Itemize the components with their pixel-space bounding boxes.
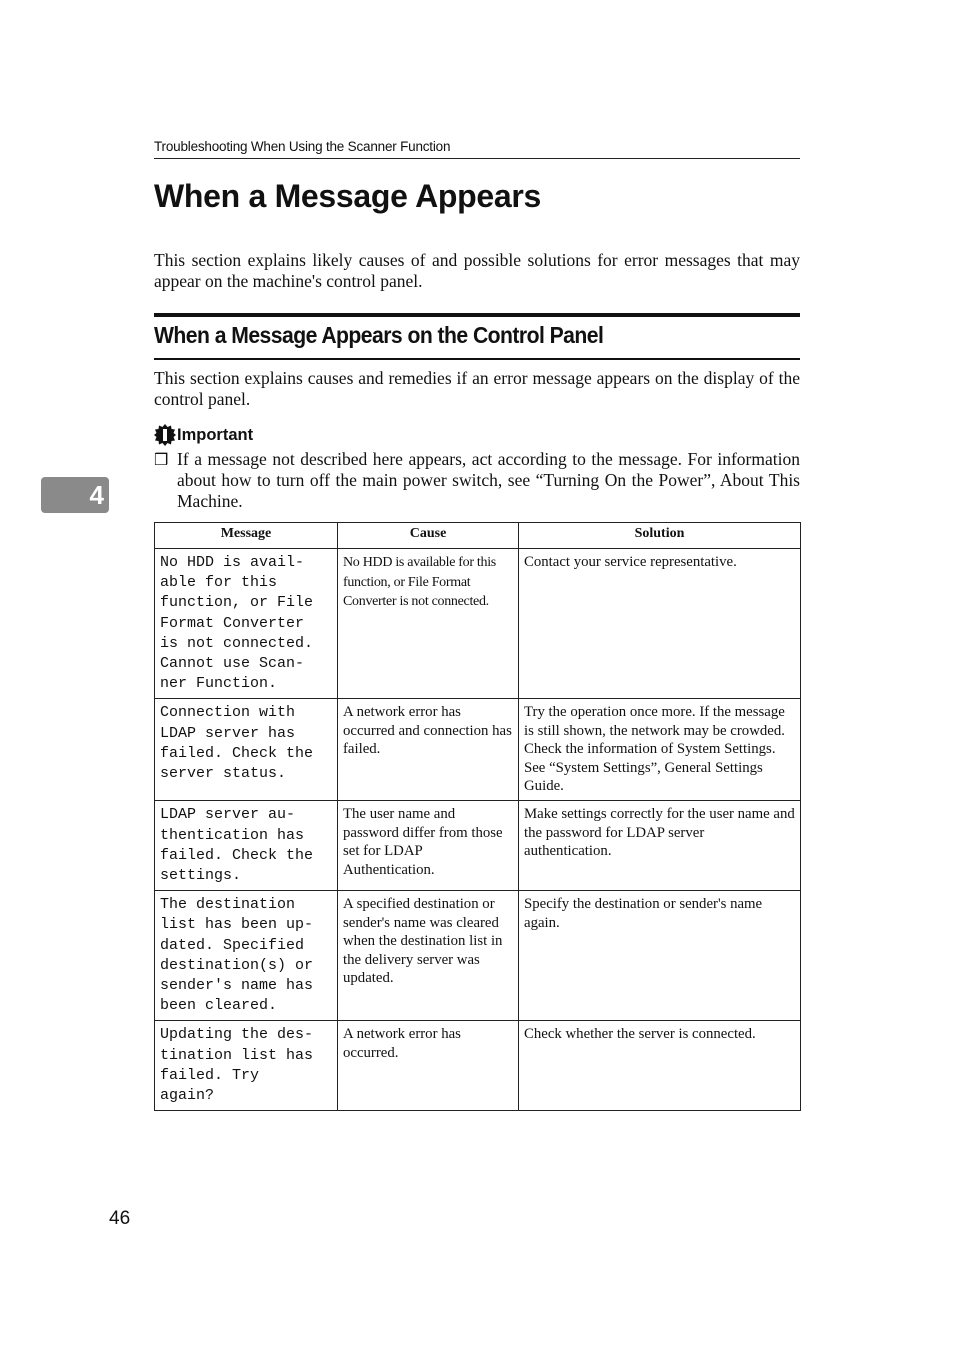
message-text: The destination list has been up- dated. Specified destination(s) or sender's name has been cleared. — [160, 896, 314, 1015]
message-text: Connection with LDAP server has failed. Check the server status. — [160, 704, 314, 783]
table-row — [155, 699, 801, 801]
message-cell — [155, 549, 338, 699]
message-table — [154, 522, 801, 1111]
solution-cell — [519, 891, 801, 1021]
page-number: 46 — [109, 1208, 131, 1229]
cause-cell — [338, 801, 519, 891]
message-text: No HDD is avail- able for this function, or File Format Converter is not connected. Cannot use Scan- ner Function. — [160, 554, 314, 693]
message-cell — [155, 891, 338, 1021]
solution-text: Make settings correctly for the user name and the password for LDAP server authentication. — [524, 806, 795, 860]
cause-text: No HDD is available for this function, or File Format Converter is not connected. — [343, 555, 496, 609]
table-row — [155, 1021, 801, 1111]
message-text: Updating the des- tination list has failed. Try again? — [160, 1026, 314, 1105]
message-cell — [155, 699, 338, 801]
table-row — [155, 891, 801, 1021]
section-intro: This section explains causes and remedies if an error message appears on the display of the control panel. — [154, 368, 800, 409]
section-rule-bottom — [154, 358, 800, 360]
table-header-row — [155, 523, 801, 549]
solution-text: Try the operation once more. If the message is still shown, the network may be crowded. Check the information of System Settings. See “System Settings”, General Settings Guide. — [524, 704, 785, 795]
message-cell — [155, 1021, 338, 1111]
cause-text: A specified destination or sender's name was cleared when the destination list in the delivery server was updated. — [343, 896, 503, 987]
intro-paragraph: This section explains likely causes of and possible solutions for error messages that may appear on the machine's control panel. — [154, 250, 800, 291]
solution-text: Contact your service representative. — [524, 554, 737, 570]
important-note — [154, 449, 800, 512]
chapter-tab: 4 — [41, 477, 109, 513]
column-header-solution: Solution — [519, 523, 801, 549]
solution-text: Specify the destination or sender's name again. — [524, 896, 763, 931]
solution-text: Check whether the server is connected. — [524, 1026, 756, 1043]
cause-text: A network error has occurred. — [343, 1026, 461, 1061]
important-label: Important — [177, 425, 254, 444]
cause-cell — [338, 1021, 519, 1111]
solution-cell — [519, 699, 801, 801]
cause-cell — [338, 699, 519, 801]
message-text: LDAP server au- thentication has failed. Check the settings. — [160, 806, 314, 885]
column-header-cause: Cause — [338, 523, 519, 549]
checkbox-bullet-icon: ❒ — [154, 452, 169, 469]
cause-cell — [338, 891, 519, 1021]
section-title: When a Message Appears on the Control Panel — [154, 322, 604, 348]
solution-cell — [519, 801, 801, 891]
important-icon — [154, 424, 176, 446]
section-rule-top — [154, 313, 800, 317]
page-title: When a Message Appears — [154, 178, 542, 214]
important-heading — [154, 424, 253, 446]
cause-text: The user name and password differ from those set for LDAP Authentication. — [343, 806, 503, 878]
table-row — [155, 549, 801, 699]
important-note-text: If a message not described here appears, act according to the message. For information about how to turn off the main power switch, see “Turning On the Power”, About This Machine. — [177, 449, 800, 511]
cause-text: A network error has occurred and connection has failed. — [343, 704, 512, 758]
table-row — [155, 801, 801, 891]
solution-cell — [519, 1021, 801, 1111]
running-head: Troubleshooting When Using the Scanner Function — [154, 139, 800, 159]
cause-cell — [338, 549, 519, 699]
message-cell — [155, 801, 338, 891]
solution-cell — [519, 549, 801, 699]
column-header-message: Message — [155, 523, 338, 549]
